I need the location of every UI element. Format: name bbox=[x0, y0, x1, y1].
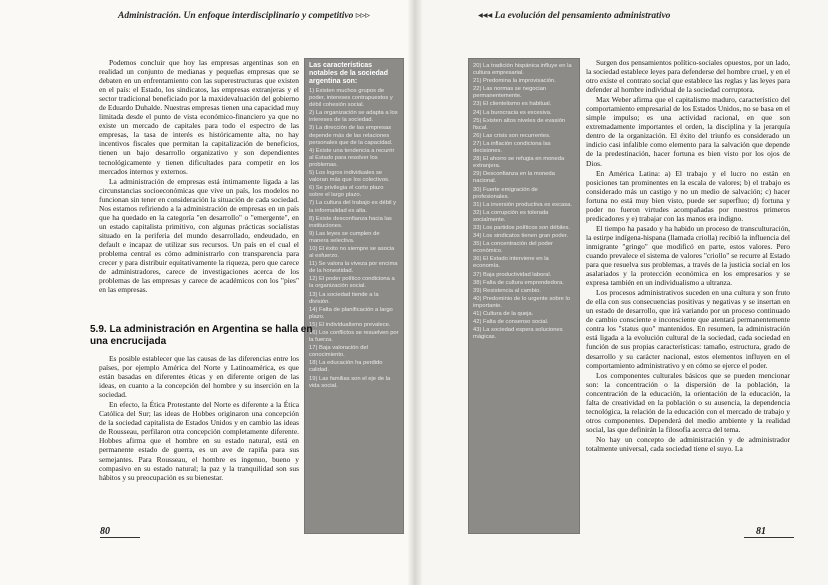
sidebar-item: 23) El clientelismo es habitual. bbox=[473, 101, 552, 108]
right-footer-rule bbox=[744, 537, 794, 538]
sidebar-item: 22) Las normas se negocian permanentemente. bbox=[473, 86, 547, 100]
sidebar-item: 20) La tradición hispánica influye en la cultura empresarial. bbox=[473, 63, 572, 77]
sidebar-item: 10) El éxito no siempre se asocia al esfuerzo. bbox=[309, 245, 395, 260]
sidebar-item: 8) Existe desconfianza hacia las instituciones. bbox=[309, 215, 392, 229]
paragraph: Podemos concluir que hoy las empresas argentinas son en realidad un conjunto de medianas y pequeñas empresas que se debaten en un enfrentamiento con las superestructuras que existen en el país: el Estado, los sindicatos, las empresas extranjeras y el sector tradicional beneficiado por la maxidevaluación del gobierno de Eduardo Duhalde. Nuestras empresas tienen una capacidad muy limitada desde el punto de vista económico-financiero ya que no existe un mercado de capitales para todo el espectro de las empresas, la tasa de interés es históricamente alta, no hay incentivos fiscales que permitan la capitalización de beneficios, tienen un bajo desarrollo organizativo y son dependientes tecnológicamente y tienen dificultades para competir en los mercados internos y externos. bbox=[99, 58, 299, 176]
sidebar-box-continued bbox=[468, 58, 580, 534]
sidebar-item: 19) Las familias son el eje de la vida social. bbox=[309, 375, 391, 389]
sidebar-item: 6) Se privilegia el corto plazo sobre el largo plazo. bbox=[309, 185, 384, 199]
sidebar-item: 35) La concentración del poder económico. bbox=[473, 241, 553, 255]
sidebar-item: 43) La sociedad espera soluciones mágicas. bbox=[473, 327, 563, 341]
sidebar-item: 4) Existe una tendencia a recurrir al Estado para resolver los problemas. bbox=[309, 147, 395, 168]
sidebar-item: 12) El poder político condiciona a la organización social. bbox=[309, 276, 395, 290]
sidebar-item: 42) Falta de consenso social. bbox=[473, 319, 549, 326]
right-text-column bbox=[586, 58, 790, 453]
paragraph: En América Latina: a) El trabajo y el lucro no están en posiciones tan prominentes en la escala de valores; b) el trabajo es considerado más un castigo y no un medio de salvación; c) hacer fortuna no está muy bien visto, puede ser superfluo; d) fortuna y poder no fueron virtudes acompañadas por nuestros primeros predicadores y e) trabajar con las manos era indigno. bbox=[586, 168, 790, 223]
paragraph: En efecto, la Ética Protestante del Norte es diferente a la Ética Católica del Sur; las ideas de Hobbes originaron una concepción de la sociedad capitalista de Estados Unidos y en cambio las ideas de Rousseau, perfilaron otra concepción completamente diferente. Hobbes afirma que el hombre en su estado natural, está en permanente estado de guerra, es un ave de rapiña para sus semejantes. Para Rousseau, el hombre es ingenuo, bueno y compasivo en su estado natural; la paz y la tranquilidad son sus hábitos y su preocupación es su bienestar. bbox=[99, 400, 299, 482]
sidebar-item: 11) Se valora la viveza por encima de la honestidad. bbox=[309, 261, 398, 275]
sidebar-item: 26) Las crisis son recurrentes. bbox=[473, 132, 551, 139]
sidebar-list-continued bbox=[469, 59, 579, 341]
sidebar-item: 31) La inversión productiva es escasa. bbox=[473, 201, 572, 208]
book-gutter bbox=[408, 0, 422, 585]
sidebar-item: 32) La corrupción es tolerada socialmente. bbox=[473, 209, 549, 223]
sidebar-item: 33) Los partidos políticos son débiles. bbox=[473, 224, 570, 231]
sidebar-box bbox=[304, 58, 404, 534]
sidebar-item: 14) Falta de planificación a largo plazo. bbox=[309, 306, 393, 320]
sidebar-item: 24) La burocracia es excesiva. bbox=[473, 109, 552, 116]
left-top-text-column bbox=[99, 58, 299, 294]
sidebar-item: 17) Baja valoración del conocimiento. bbox=[309, 345, 368, 359]
sidebar-item: 21) Predomina la improvisación. bbox=[473, 78, 556, 85]
sidebar-item: 30) Fuerte emigración de profesionales. bbox=[473, 186, 538, 200]
sidebar-item: 16) Los conflictos se resuelven por la fuerza. bbox=[309, 330, 399, 344]
sidebar-item: 40) Predominio de lo urgente sobre lo importante. bbox=[473, 295, 570, 309]
sidebar-item: 28) El ahorro se refugia en moneda extranjera. bbox=[473, 156, 565, 170]
paragraph: Es posible establecer que las causas de las diferencias entre los países, por ejemplo América del Norte y Latinoamérica, es que están basadas en diferentes éticas y en diferente origen de las ideas, en cuanto a la concepción del hombre y su inserción en la sociedad. bbox=[99, 354, 299, 400]
sidebar-item: 34) Los sindicatos tienen gran poder. bbox=[473, 233, 569, 240]
sidebar-item: 37) Baja productividad laboral. bbox=[473, 271, 552, 278]
paragraph: No hay un concepto de administración y de administrador totalmente universal, cada sociedad tiene el suyo. La bbox=[586, 434, 790, 453]
paragraph: Surgen dos pensamientos político-sociales opuestos, por un lado, la sociedad establece leyes para defenderse del hombre cruel, y en el otro existe el contrato social que establece las reglas y las leyes para defender al hombre individual de la sociedad corruptora. bbox=[586, 58, 791, 95]
paragraph: El tiempo ha pasado y ha habido un proceso de transculturación, la estirpe indígena-hispana (llamada criolla) recibió la influencia del inmigrante "gringo" que modificó en parte, estos valores. Pero cuando prevalece el sistema de valores "criollo" se recurre al Estado para que resuelva sus problemas, a través de la justicia social en los asalariados y la protección económica en los empresarios y se expresa también en un individualismo a ultranza. bbox=[586, 223, 790, 288]
sidebar-item: 1) Existen muchos grupos de poder, intereses contrapuestos y débil cohesión social. bbox=[309, 88, 393, 109]
section-heading: 5.9. La administración en Argentina se halla en una encrucijada bbox=[90, 324, 313, 347]
sidebar-item: 9) Las leyes se cumplen de manera selectiva. bbox=[309, 230, 380, 244]
sidebar-item: 41) Cultura de la queja. bbox=[473, 311, 534, 317]
paragraph: La administración de empresas está íntimamente ligada a las circunstancias socioeconómicas que vive un país, los modelos no funcionan sin tener en consideración la situación de cada sociedad. Nos estamos refiriendo a la administración de empresas en un país que ha quedado en la categoría "en desarrollo" o "emergente", en un estado capitalista primitivo, con algunas prácticas socialistas situado en la periferia del mundo desarrollado, endeudado, en default e incapaz de utilizar sus recursos. Un país en el cual el problema central es cómo administrarlo con transparencia para crecer y para distribuir equitativamente la riqueza, pero que carece de administradores, carece de investigaciones acerca de los problemas de las empresas y carece de académicos con los "pies" en las empresas. bbox=[99, 176, 299, 295]
left-bottom-text-column bbox=[99, 354, 299, 482]
right-page-number: 81 bbox=[756, 526, 766, 537]
sidebar-item: 15) El individualismo prevalece. bbox=[309, 321, 391, 328]
sidebar-item: 38) Falta de cultura emprendedora. bbox=[473, 279, 564, 286]
paragraph: Max Weber afirma que el capitalismo maduro, característico del comportamiento empresarial de los Estados Unidos, no se basa en el simple impulso; es una actividad racional, en que son extremadamente importantes el orden, la disciplina y la jerarquía dentro de la organización. El éxito del triunfo es considerado un indicio casi infalible como elemento para la salvación que depende de la predestinación, hacer fortuna es bien visto por los ojos de Dios. bbox=[586, 95, 790, 168]
paragraph: Los procesos administrativos suceden en una cultura y son fruto de ella con sus consecuencias positivas y negativas y se insertan en un estado de desarrollo, que irá variando por un proceso continuado de cambio consciente e inconsciente que atentará permanentemente contra los "status quo" mantenidos. En resumen, la administración está ligada a la evolución cultural de la sociedad, cada sociedad en función de sus propias características: tamaño, estructura, grado de desarrollo y su carácter nacional, estos elementos influyen en el comportamiento administrativo y en cómo se ejerce el poder. bbox=[586, 288, 790, 370]
sidebar-item: 18) La educación ha perdido calidad. bbox=[309, 360, 383, 374]
sidebar-item: 25) Existen altos niveles de evasión fiscal. bbox=[473, 117, 566, 131]
sidebar-item: 13) La sociedad tiende a la división. bbox=[309, 291, 379, 305]
right-running-head: ◂◂◂ La evolución del pensamiento administrativo bbox=[478, 11, 671, 21]
sidebar-item: 5) Los logros individuales se valoran más que los colectivos. bbox=[309, 170, 390, 184]
left-footer-rule bbox=[100, 537, 140, 538]
sidebar-title: Las características notables de la sociedad argentina son: bbox=[309, 62, 388, 85]
sidebar-item: 29) Desconfianza en la moneda nacional. bbox=[473, 171, 555, 185]
sidebar-item: 27) La inflación condiciona las decisiones. bbox=[473, 140, 551, 155]
sidebar-item: 36) El Estado interviene en la economía. bbox=[473, 256, 549, 270]
sidebar-item: 3) La dirección de las empresas depende más de las relaciones personales que de la capacidad. bbox=[309, 125, 393, 146]
right-page bbox=[414, 0, 828, 585]
left-page-number: 80 bbox=[100, 526, 110, 537]
paragraph: Los componentes culturales básicos que se pueden mencionar son: la concentración o la dispersión de la población, la concentración de la educación, la orientación de la educación, la falta de creatividad en la población o su ausencia, la dependencia tecnológica, la relación de la educación con el mercado de trabajo y otros componentes. Dependerá del medio ambiente y la realidad social, las que definirán la filosofía acerca del tema. bbox=[586, 370, 790, 434]
sidebar-item: 39) Resistencia al cambio. bbox=[473, 287, 541, 294]
left-running-head: Administración. Un enfoque interdisciplinario y competitivo ▹▹▹ bbox=[118, 11, 371, 21]
sidebar-item: 2) La organización se adapta a los intereses de la sociedad. bbox=[309, 110, 398, 124]
sidebar-item: 7) La cultura del trabajo es débil y la informalidad es alta. bbox=[309, 200, 397, 214]
